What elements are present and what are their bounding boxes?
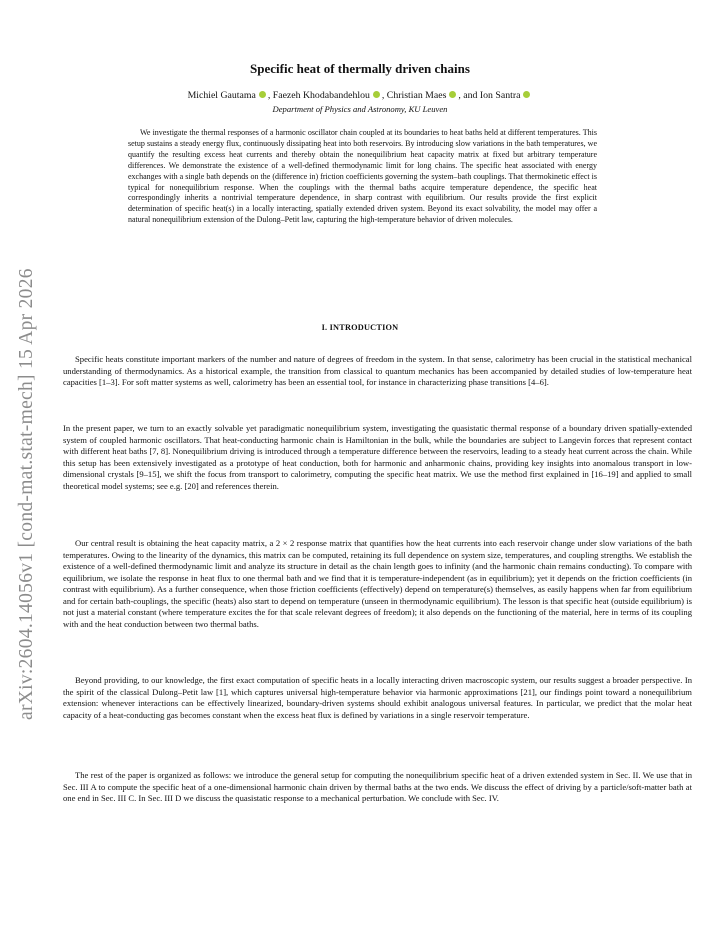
orcid-icon[interactable] [523,91,530,98]
body-paragraph: In the present paper, we turn to an exactly solvable yet paradigmatic nonequilibrium system, investigating the quasistatic thermal response of a boundary driven spatially-extended system of coupled harmonic oscillators. That heat-conducting harmonic chain is Hamiltonian in the bulk, while the boundaries are subject to Langevin forces that represent contact with different heat baths [7, 8]. Nonequilibrium driving is introduced through a temperature difference between the reservoirs, leading to a steady heat current across the chain. While this setup has been extensively investigated as a prototype of heat conduction, both for harmonic and anharmonic chains, providing key insights into anomalous transport in low-dimensional crystals [9–15], we shift the focus from transport to calorimetry, computing the specific heat matrix. We use the method first explained in [16–19] and applied to small theoretical model systems; see e.g. [20] and references therein. [63,423,692,491]
abstract: We investigate the thermal responses of a harmonic oscillator chain coupled at its boundaries to heat baths held at different temperatures. This setup sustains a steady energy flux, continuously dissipating heat into both reservoirs. By introducing slow variations in the bath temperatures, we quantify the resulting excess heat currents and thereby obtain the nonequilibrium heat capacity matrix at fixed but arbitrary temperature differences. We demonstrate the existence of a well-defined thermodynamic limit for long chains. The specific heat associated with energy exchanges with a single bath depends on the (difference in) friction coefficients governing the system–bath couplings. That thermokinetic effect is typical for nonequilibrium response. When the couplings with the thermal baths acquire temperature dependence, the specific heat correspondingly inherits a nontrivial temperature dependence, in sharp contrast with equilibrium. Our results provide the first explicit determination of specific heat(s) in a locally interacting, spatially extended driven system. Beyond its exact solvability, the model may offer a natural nonequilibrium extension of the Dulong–Petit law, capturing the high-temperature behavior of driven molecules. [128,128,597,225]
author-name: Faezeh Khodabandehlou [272,90,370,101]
author-separator: , [381,90,387,101]
author-separator: , [267,90,273,101]
body-paragraph: Our central result is obtaining the heat capacity matrix, a 2 × 2 response matrix that quantifies how the heat currents into each reservoir change under slow variations of the bath temperatures. Owing to the linearity of the dynamics, this matrix can be computed, retaining its full dependence on system size, temperatures, and coupling strengths. We establish the existence of a well-defined thermodynamic limit and analyze its structure in detail as the chain length goes to infinity (and the harmonic chain remains conducting). To compare with equilibrium, we isolate the response in heat flux to one thermal bath and we find that it is temperature-independent (as in equilibrium); yet it depends on the friction coefficients (in contrast with equilibrium). As a further consequence, when those friction coefficients (effectively) depend on temperature(s) themselves, as easily happens when far from equilibrium and for certain bath-couplings, the specific (heats) also start to depend on temperature (unseen in thermodynamic equilibrium). The lesson is that specific heat (outside equilibrium) is not just a material constant (where temperature excites the for that scale relevant degrees of freedom); it also depends on the functioning of the material, here in terms of its coupling with and the heat conduction between two thermal baths. [63,538,692,629]
body-paragraph: The rest of the paper is organized as follows: we introduce the general setup for computing the nonequilibrium specific heat of a driven extended system in Sec. II. We use that in Sec. III A to compute the specific heat of a one-dimensional harmonic chain driven by thermal baths at the two ends. We discuss the effect of driving by a particle/soft-matter bath at one end in Sec. III C. In Sec. III D we discuss the quasistatic response to a mechanical perturbation. We conclude with Sec. IV. [63,770,692,804]
orcid-icon[interactable] [259,91,266,98]
paper-title: Specific heat of thermally driven chains [250,61,470,76]
orcid-icon[interactable] [449,91,456,98]
author-name: Michiel Gautama [187,90,256,101]
arxiv-identifier: arXiv:2604.14056v1 [cond-mat.stat-mech] 15 Apr 2026 [16,268,37,720]
orcid-icon[interactable] [373,91,380,98]
body-paragraph: Beyond providing, to our knowledge, the first exact computation of specific heats in a locally interacting driven macroscopic system, our results suggest a broader perspective. In the spirit of the classical Dulong–Petit law [1], which captures universal high-temperature behavior via harmonic approximations [21], our findings point toward a nonequilibrium extension: whenever interactions can be effectively linearized, boundary-driven systems should exhibit analogous universal features. In particular, we predict that the molar heat capacity of a heat-conducting gas becomes constant when the excess heat flux is defined by variations in a single reservoir temperature. [63,675,692,720]
affiliation: Department of Physics and Astronomy, KU Leuven [272,104,448,114]
author-name: Christian Maes [386,90,447,101]
author-separator: , and [458,90,480,101]
author-list [0,90,720,101]
author-name: Ion Santra [479,90,521,101]
body-paragraph: Specific heats constitute important markers of the number and nature of degrees of freedom in the system. In that sense, calorimetry has been crucial in the statistical mechanical understanding of thermodynamics. As a historical example, the transition from classical to quantum mechanics has been accompanied by detailed studies of low-temperature heat capacities [1–3]. For soft matter systems as well, calorimetry has been an essential tool, for instance in characterizing phase transitions [4–6]. [63,354,692,388]
section-heading-introduction: I. INTRODUCTION [321,323,399,332]
